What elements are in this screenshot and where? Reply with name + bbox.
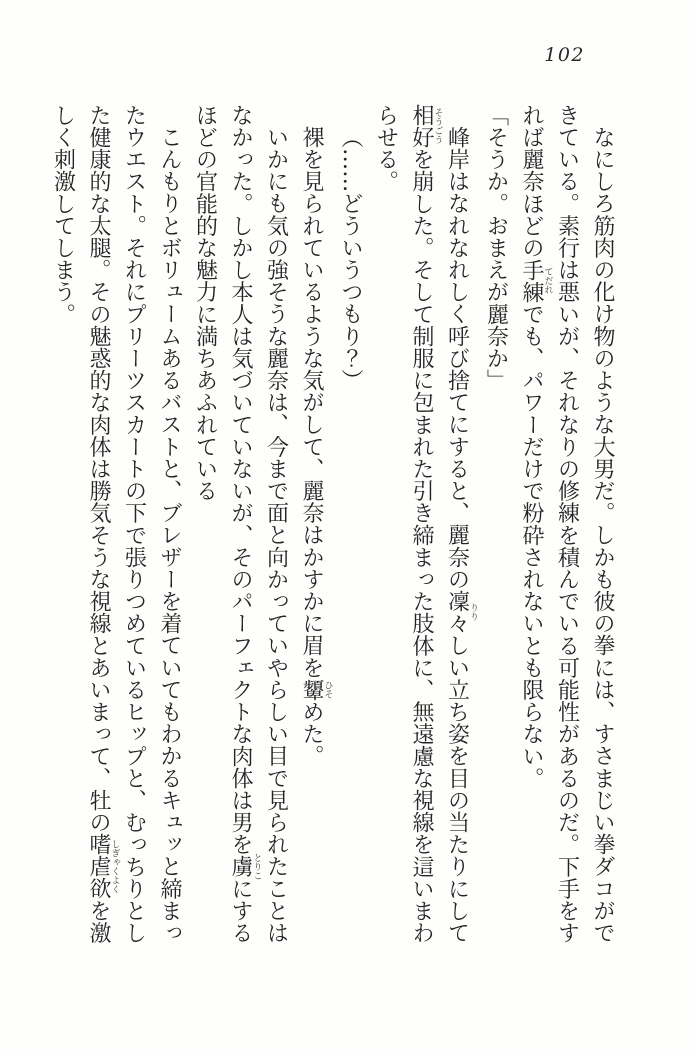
ruby-annotation: 手練てだれ	[519, 258, 553, 303]
paragraph-5: 裸を見られているような気がして、麗奈はかすかに眉を顰ひそめた。	[299, 126, 333, 767]
paragraph-6: いかにも気の強そうな麗奈は、今まで面と向かっていやらしい目で見られたことはなかった。しかし本人は気づいていないが、そのパーフェクトな肉体は男を虜とりこにするほどの官能的な魅力に満ちあふれている	[192, 104, 289, 944]
page-number: 102	[544, 44, 585, 66]
paragraph-1: なにしろ筋肉の化け物のような大男だ。しかも彼の拳には、すさまじい拳ダコができている。素行は悪いが、それなりの修練を積んでいる可能性があるのだ。下手をすれば麗奈ほどの手練てだれでも、パワーだけで粉砕されないとも限らない。	[519, 104, 615, 944]
paragraph-2: 「そうか。おまえが麗奈か」	[483, 104, 509, 392]
ruby-annotation: 嗜虐欲しぎゃくよく	[86, 833, 120, 900]
ruby-annotation: 虜とりこ	[228, 852, 262, 880]
text-area	[52, 104, 620, 946]
ruby-annotation: 顰ひそ	[299, 678, 333, 701]
ruby-annotation: 凜々りり	[444, 590, 478, 635]
paragraph-4: （……どういうつもり？）	[338, 126, 363, 392]
paragraph-3: 峰岸はなれなれしく呼び捨てにすると、麗奈の凜々りりしい立ち姿を目の当たりにして相好そうごうを崩した。そして制服に包まれた引き締まった肢体に、無遠慮な視線を這いまわらせる。	[373, 104, 478, 944]
ruby-annotation: 相好そうごう	[409, 104, 443, 149]
paragraph-7: こんもりとボリュームあるバストと、ブレザーを着ていてもわかるキュッと締まったウエスト。それにプリーツスカートの下で張りつめているヒップと、むっちりとした健康的な太腿。その魅惑的な肉体は勝気そうな視線とあいまって、牡の嗜虐欲しぎゃくよくを激しく刺激してしまう。	[50, 104, 182, 944]
